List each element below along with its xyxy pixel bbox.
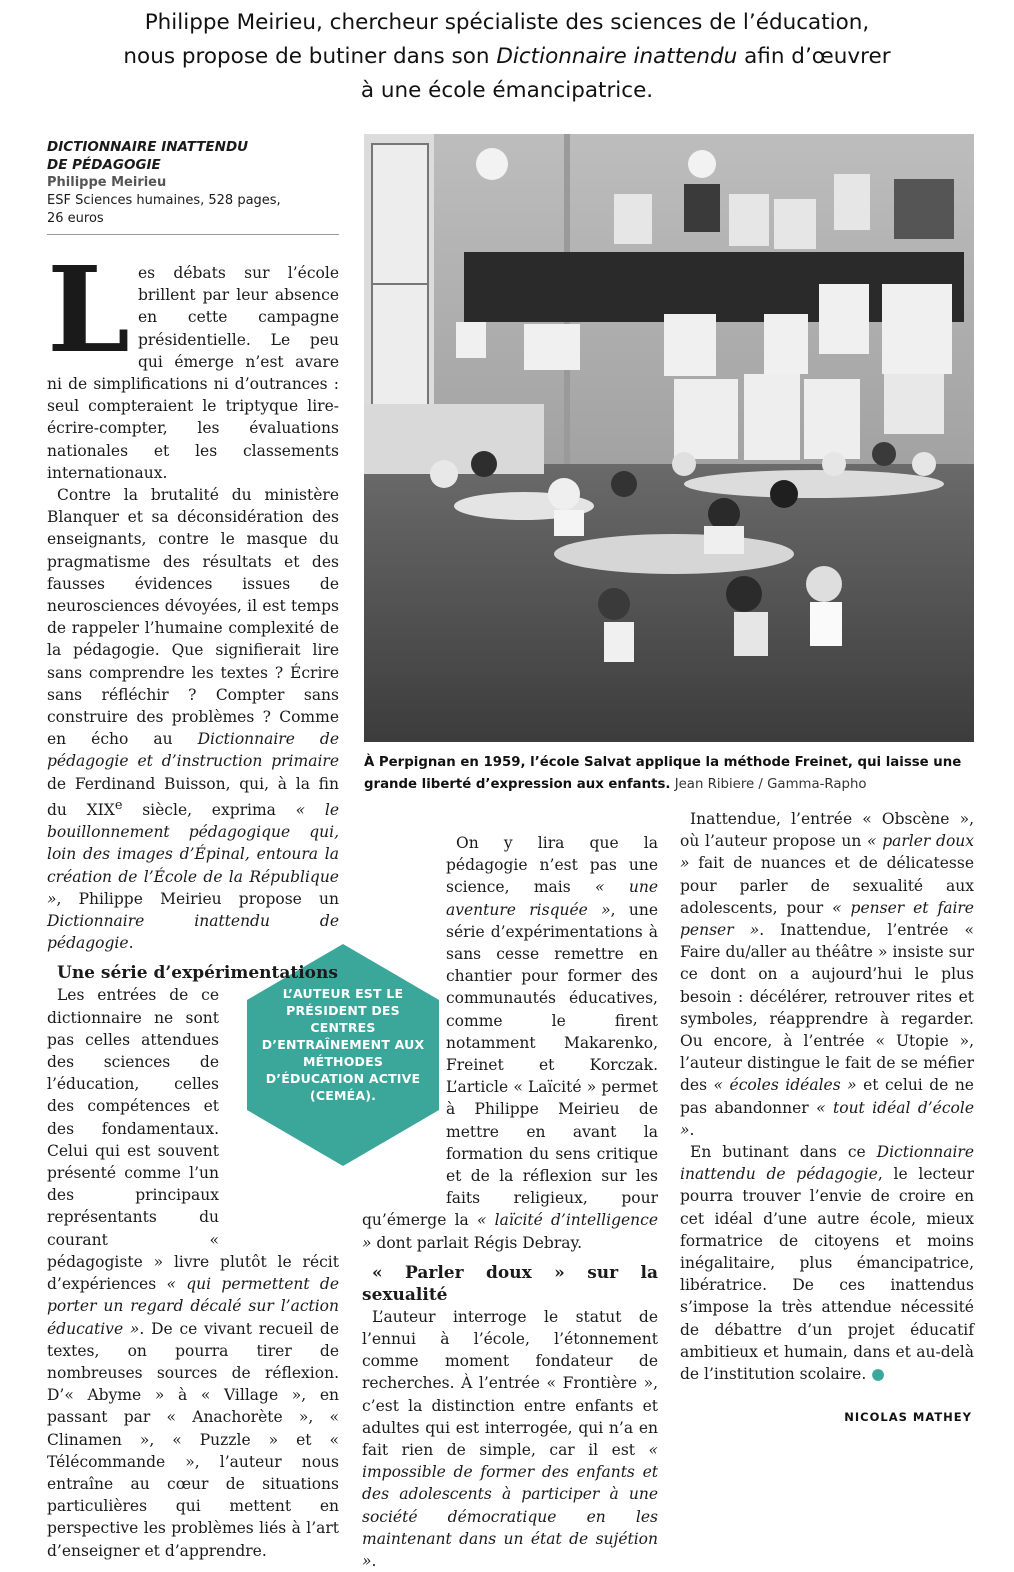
paragraph-6 <box>680 808 974 1141</box>
subheading-2: « Parler doux » sur la sexualité <box>362 1262 658 1305</box>
intro-line-1: Philippe Meirieu, chercheur spécialiste des sciences de l’éducation, <box>144 10 870 35</box>
p7-part-a: En butinant dans ce <box>690 1143 877 1162</box>
p2-part-g: Dictionnaire inattendu de pédagogie <box>47 912 339 953</box>
intro-deck <box>60 6 954 108</box>
p6-part-b: « parler doux » <box>680 832 975 873</box>
book-info <box>47 138 339 235</box>
drop-cap: L <box>47 240 130 379</box>
end-mark-icon: ● <box>866 1365 885 1384</box>
paragraph-1 <box>47 240 339 484</box>
p2-part-d: siècle, exprima <box>122 801 296 820</box>
paragraph-4 <box>362 832 658 1254</box>
p6-part-h: « tout idéal d’école » <box>680 1098 975 1139</box>
p5-part-a: L’auteur interroge le statut de l’ennui à l’école, l’étonnement comme moment fondateur de recherches. À l’entrée « Frontière », c’est la distinction entre enfants et adultes qui est interrogée, qui n’a en fait rien de simple, car il est <box>362 1307 658 1460</box>
photo-caption <box>364 752 974 796</box>
intro-line-3: à une école émancipatrice. <box>360 78 654 103</box>
book-price: 26 euros <box>47 211 104 226</box>
callout-wrap-space <box>219 984 339 1234</box>
p5-part-b: « impossible de former des enfants et des adolescents à participer à une société démocratique en les maintenant dans un état de sujétion » <box>362 1441 658 1571</box>
paragraph-2 <box>47 484 339 954</box>
callout-text: L’AUTEUR EST LE PRÉSIDENT DES CENTRES D’ENTRAÎNEMENT AUX MÉTHODES D’ÉDUCATION ACTIVE (CEMÉA). <box>261 986 425 1103</box>
book-publisher: ESF Sciences humaines, 528 pages, <box>47 193 281 208</box>
subheading-1: Une série d’expérimentations <box>57 963 338 984</box>
article-column-1 <box>47 240 340 1562</box>
p4-part-e: dont parlait Régis Debray. <box>371 1233 583 1252</box>
p2-sup: e <box>114 797 123 813</box>
p7-part-c: , le lecteur pourra trouver l’envie de croire en cet idéal d’une autre école, mieux formatrice de citoyens et moins inégalitaire, plus émancipatrice, libératrice. De ces inattendus s’impose la très attendue nécessité de débattre d’un projet éducatif ambitieux et humain, dans et au-delà de l’institution scolaire. <box>680 1165 974 1384</box>
p3-part-a: Les entrées de ce dictionnaire ne sont pas celles attendues des sciences de l’éducation, celles des compétences et des fondamentaux. Celui qui est souvent présenté comme l’un des principaux représentants du courant « pédagogiste » livre plutôt le récit d’expériences <box>47 986 339 1294</box>
p4-part-d: « laïcité d’intelligence » <box>362 1211 658 1252</box>
intro-line-2 <box>60 40 954 74</box>
book-title-line-2: DE PÉDAGOGIE <box>47 157 161 173</box>
p2-part-e: « le bouillonnement pédagogique qui, loin des images d’Épinal, entoura la création de l’École de la République » <box>47 801 340 908</box>
callout-wrap-space-2 <box>362 942 446 1192</box>
intro-line-2-end: afin d’œuvrer <box>737 44 891 69</box>
photo-credit: Jean Ribiere / Gamma-Rapho <box>674 777 867 792</box>
paragraph-3 <box>47 984 339 1561</box>
p6-part-a: Inattendue, l’entrée « Obscène », où l’auteur propose un <box>680 810 974 851</box>
p2-part-h: . <box>128 934 134 953</box>
intro-line-2-start: nous propose de butiner dans son <box>123 44 497 69</box>
paragraph-5 <box>362 1306 658 1572</box>
article-column-3 <box>680 808 974 1385</box>
p6-part-e: . Inattendue, l’entrée « Faire du/aller au théâtre » insiste sur ce dont on a aujourd’hui le plus besoin : décélérer, retrouver rites et symboles, réapprendre à regarder. Ou encore, à l’entrée « Utopie », l’auteur distingue le fait de se méfier des <box>680 921 974 1095</box>
p2-part-a: Contre la brutalité du ministère Blanquer et sa déconsidération des enseignants, contre le masque du pragmatisme des résultats et des fausses évidences issues de neurosciences dévoyées, il est temps de rappeler l’humaine complexité de la pédagogie. Que signifierait lire sans comprendre les textes ? Écrire sans réfléchir ? Compter sans construire des problèmes ? Comme en écho au <box>47 486 339 749</box>
intro-book-title: Dictionnaire inattendu <box>496 44 738 69</box>
classroom-photo <box>364 134 974 742</box>
article-column-2 <box>362 832 658 1572</box>
p2-part-c: de Ferdinand Buisson, qui, à la fin du XIX <box>47 774 339 820</box>
p3-part-b: « qui permettent de porter un regard décalé sur l’action éducative » <box>47 1275 339 1338</box>
author-signature: NICOLAS MATHEY <box>844 1410 972 1424</box>
p6-part-c: fait de nuances et de délicatesse pour parler de sexualité aux adolescents, pour <box>680 854 974 917</box>
p6-part-i: . <box>689 1120 695 1139</box>
book-title-line-1: DICTIONNAIRE INATTENDU <box>47 139 249 155</box>
p4-part-b: « une aventure risquée » <box>446 878 658 919</box>
p2-part-f: , Philippe Meirieu propose un <box>56 889 339 908</box>
paragraph-7 <box>680 1141 974 1385</box>
p6-part-d: « penser et faire penser » <box>680 898 974 940</box>
p3-part-c: . De ce vivant recueil de textes, on pourra tirer de nombreuses sources de réflexion. D’« Abyme » à « Village », en passant par « Anachorète », « Clinamen », « Puzzle » et « Télécommande », l’auteur nous entraîne au cœur de situations particulières qui mettent en perspective les problèmes liés à l’art d’enseigner et d’apprendre. <box>47 1319 339 1560</box>
book-author: Philippe Meirieu <box>47 175 167 190</box>
p5-part-c: . <box>371 1552 377 1571</box>
p7-part-b: Dictionnaire inattendu de pédagogie <box>680 1143 974 1184</box>
p4-part-c: , une série d’expérimentations à sans cesse remettre en chantier pour former des communautés éducatives, comme le firent notamment Makarenko, Freinet et Korczak. L’article « Laïcité » permet à Philippe Meirieu de mettre en avant la formation du sens critique et de la réflexion sur les faits religieux, pour qu’émerge la <box>362 900 658 1230</box>
p4-part-a: On y lira que la pédagogie n’est pas une science, mais <box>446 834 658 897</box>
p6-part-g: et celui de ne pas abandonner <box>680 1076 974 1117</box>
paragraph-1-text: es débats sur l’école brillent par leur absence en cette campagne présidentielle. Le peu qui émerge n’est avare ni de simplifications ni d’outrances : seul compteraient le triptyque lire-écrire-compter, les évaluations nationales et les classements internationaux. <box>47 264 339 482</box>
caption-text: À Perpignan en 1959, l’école Salvat applique la méthode Freinet, qui laisse une grande liberté d’expression aux enfants. <box>364 755 962 792</box>
p2-part-b: Dictionnaire de pédagogie et d’instruction primaire <box>47 730 339 771</box>
p6-part-f: « écoles idéales » <box>713 1076 857 1095</box>
